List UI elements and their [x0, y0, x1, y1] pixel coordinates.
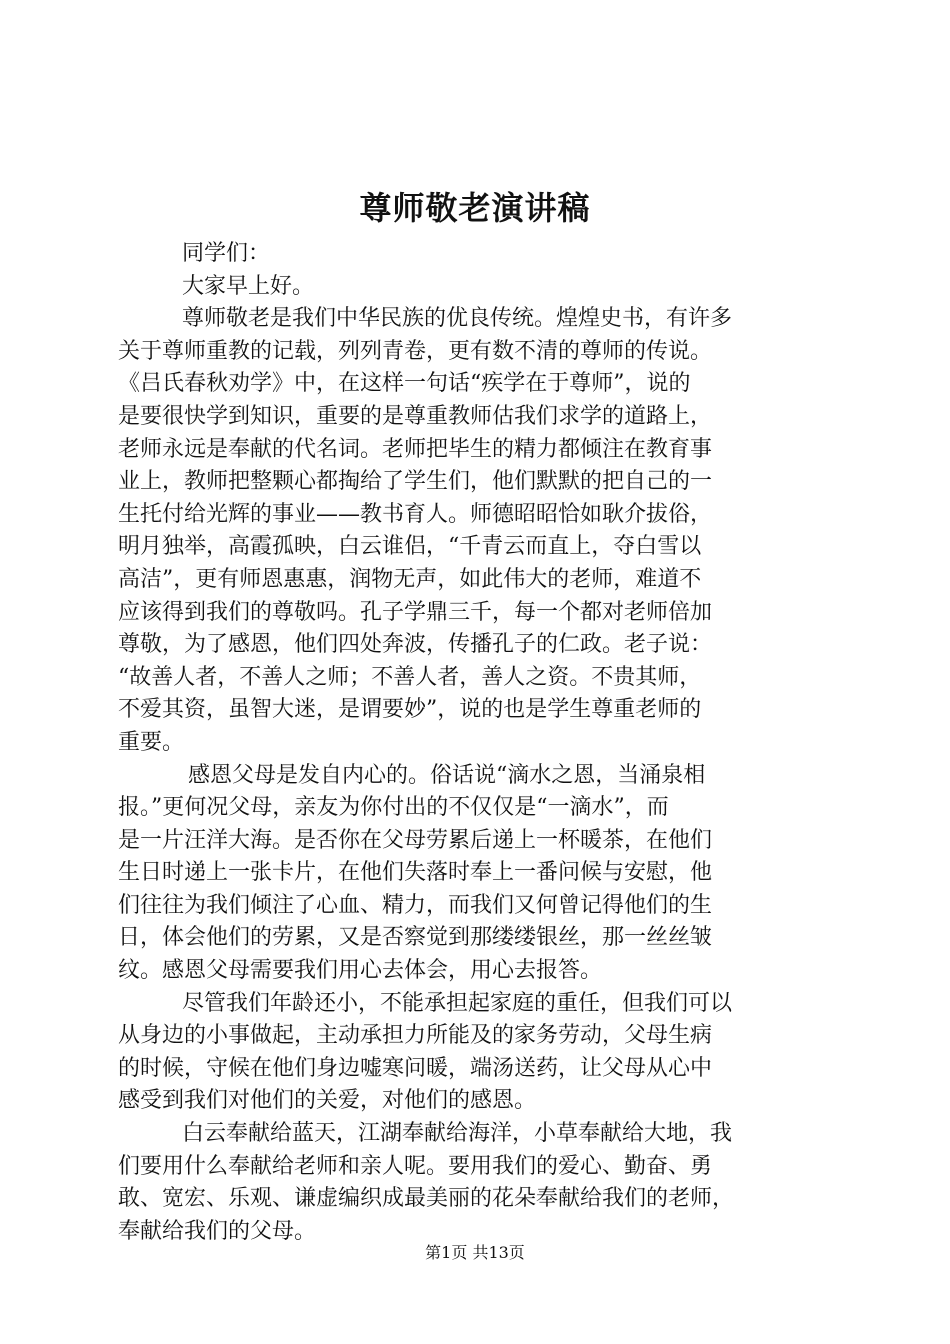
paragraph-line: 尽管我们年龄还小，不能承担起家庭的重任，但我们可以	[182, 990, 733, 1016]
paragraph-line: 们往往为我们倾注了心血、精力，而我们又何曾记得他们的生	[118, 892, 713, 918]
paragraph-line: “故善人者，不善人之师；不善人者，善人之资。不贵其师，	[118, 664, 702, 690]
document-body	[118, 238, 834, 1248]
paragraph-line: 白云奉献给蓝天，江湖奉献给海洋，小草奉献给大地，我	[182, 1121, 733, 1147]
paragraph-line: 不爱其资，虽智大迷，是谓要妙”，说的也是学生尊重老师的	[118, 697, 702, 723]
paragraph-line: 生日时递上一张卡片，在他们失落时奉上一番问候与安慰，他	[118, 860, 713, 886]
paragraph-line: 是一片汪洋大海。是否你在父母劳累后递上一杯暖茶，在他们	[118, 827, 713, 853]
paragraph-line: 们要用什么奉献给老师和亲人呢。要用我们的爱心、勤奋、勇	[118, 1153, 713, 1179]
paragraph-line: 从身边的小事做起，主动承担力所能及的家务劳动，父母生病	[118, 1023, 713, 1049]
paragraph-line: 《吕氏春秋劝学》中，在这样一句话“疾学在于尊师”，说的	[118, 371, 691, 397]
paragraph-line: 敢、宽宏、乐观、谦虚编织成最美丽的花朵奉献给我们的老师，	[118, 1186, 735, 1212]
paragraph-line: 生托付给光辉的事业——教书育人。师德昭昭恰如耿介拔俗，	[118, 501, 713, 527]
paragraph-line: 高洁”，更有师恩惠惠，润物无声，如此伟大的老师，难道不	[118, 566, 702, 592]
paragraph-line: 感受到我们对他们的关爱，对他们的感恩。	[118, 1088, 537, 1114]
paragraph-line: 老师永远是奉献的代名词。老师把毕生的精力都倾注在教育事	[118, 436, 713, 462]
paragraph-line: 感恩父母是发自内心的。俗话说“滴水之恩，当涌泉相	[188, 762, 706, 788]
paragraph-line: 应该得到我们的尊敬吗。孔子学鼎三千，每一个都对老师倍加	[118, 599, 713, 625]
document-title: 尊师敬老演讲稿	[359, 189, 591, 227]
paragraph-line: 关于尊师重教的记载，列列青卷，更有数不清的尊师的传说。	[118, 338, 713, 364]
paragraph-line: 纹。感恩父母需要我们用心去体会，用心去报答。	[118, 958, 603, 984]
paragraph-line: 尊敬，为了感恩，他们四处奔波，传播孔子的仁政。老子说：	[118, 632, 713, 658]
paragraph-line: 奉献给我们的父母。	[118, 1218, 317, 1244]
paragraph-line: 报。”更何况父母，亲友为你付出的不仅仅是“一滴水”，而	[118, 795, 669, 821]
paragraph-line: 重要。	[118, 729, 185, 755]
greeting-line: 大家早上好。	[182, 273, 315, 299]
paragraph-line: 的时候，守候在他们身边嘘寒问暖，端汤送药，让父母从心中	[118, 1055, 713, 1081]
paragraph-line: 日，体会他们的劳累，又是否察觉到那缕缕银丝，那一丝丝皱	[118, 925, 713, 951]
page-footer: 第1页 共13页	[425, 1243, 525, 1262]
paragraph-line: 尊师敬老是我们中华民族的优良传统。煌煌史书，有许多	[182, 306, 733, 332]
greeting-line: 同学们：	[182, 241, 271, 266]
paragraph-line: 明月独举，高霞孤映，白云谁侣，“千青云而直上，夺白雪以	[118, 534, 702, 560]
paragraph-line: 是要很快学到知识，重要的是尊重教师估我们求学的道路上，	[118, 403, 713, 429]
paragraph-line: 业上，教师把整颗心都掏给了学生们，他们默默的把自己的一	[118, 469, 713, 495]
